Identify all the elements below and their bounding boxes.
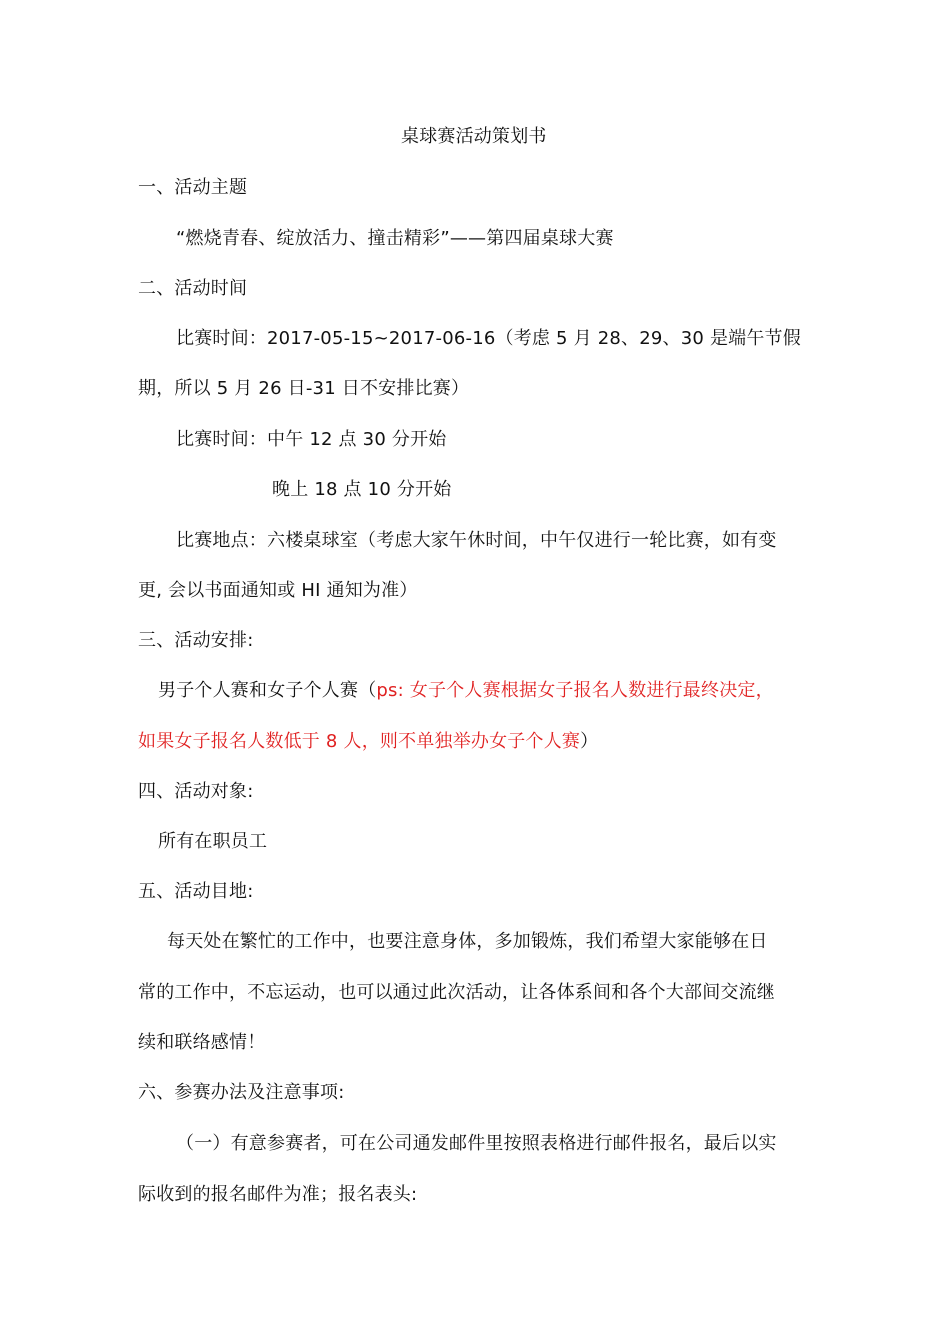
section-heading-time: 二、活动时间: [138, 278, 248, 299]
time-line-2: 晚上 18 点 10 分开始: [272, 479, 452, 500]
audience-text: 所有在职员工: [158, 831, 268, 852]
arrangement-line-2: [138, 730, 598, 754]
date-line-1: 比赛时间：2017-05-15~2017-06-16（考虑 5 月 28、29、30 是端午节假: [176, 328, 801, 349]
arrangement-line-1: [158, 679, 774, 703]
document-title: 桌球赛活动策划书: [401, 126, 547, 147]
section-heading-theme: 一、活动主题: [138, 177, 248, 198]
purpose-line-1: 每天处在繁忙的工作中，也要注意身体，多加锻炼，我们希望大家能够在日: [167, 931, 768, 952]
venue-line-2: 更, 会以书面通知或 HI 通知为准）: [138, 580, 418, 601]
date-line-2: 期，所以 5 月 26 日-31 日不安排比赛）: [138, 378, 470, 399]
arrangement-close-paren: ）: [580, 731, 599, 752]
section-heading-arrangement: 三、活动安排:: [138, 630, 254, 651]
purpose-line-2: 常的工作中，不忘运动，也可以通过此次活动，让各体系间和各个大部间交流继: [138, 982, 775, 1003]
section-heading-purpose: 五、活动目地:: [138, 881, 254, 902]
rules-line-1: （一）有意参赛者，可在公司通发邮件里按照表格进行邮件报名，最后以实: [176, 1133, 777, 1154]
theme-text: “燃烧青春、绽放活力、撞击精彩”——第四届桌球大赛: [176, 228, 614, 249]
section-heading-audience: 四、活动对象:: [138, 781, 254, 802]
rules-line-2: 际收到的报名邮件为准；报名表头:: [138, 1184, 418, 1205]
arrangement-text: 男子个人赛和女子个人赛（: [158, 680, 377, 701]
purpose-line-3: 续和联络感情！: [138, 1032, 266, 1053]
venue-line-1: 比赛地点：六楼桌球室（考虑大家午休时间，中午仅进行一轮比赛，如有变: [176, 530, 777, 551]
section-heading-rules: 六、参赛办法及注意事项:: [138, 1082, 345, 1103]
time-line-1: 比赛时间：中午 12 点 30 分开始: [176, 429, 447, 450]
arrangement-note-part-1: ps: 女子个人赛根据女子报名人数进行最终决定，: [376, 680, 774, 701]
arrangement-note-part-2: 如果女子报名人数低于 8 人，则不单独举办女子个人赛: [138, 731, 581, 752]
